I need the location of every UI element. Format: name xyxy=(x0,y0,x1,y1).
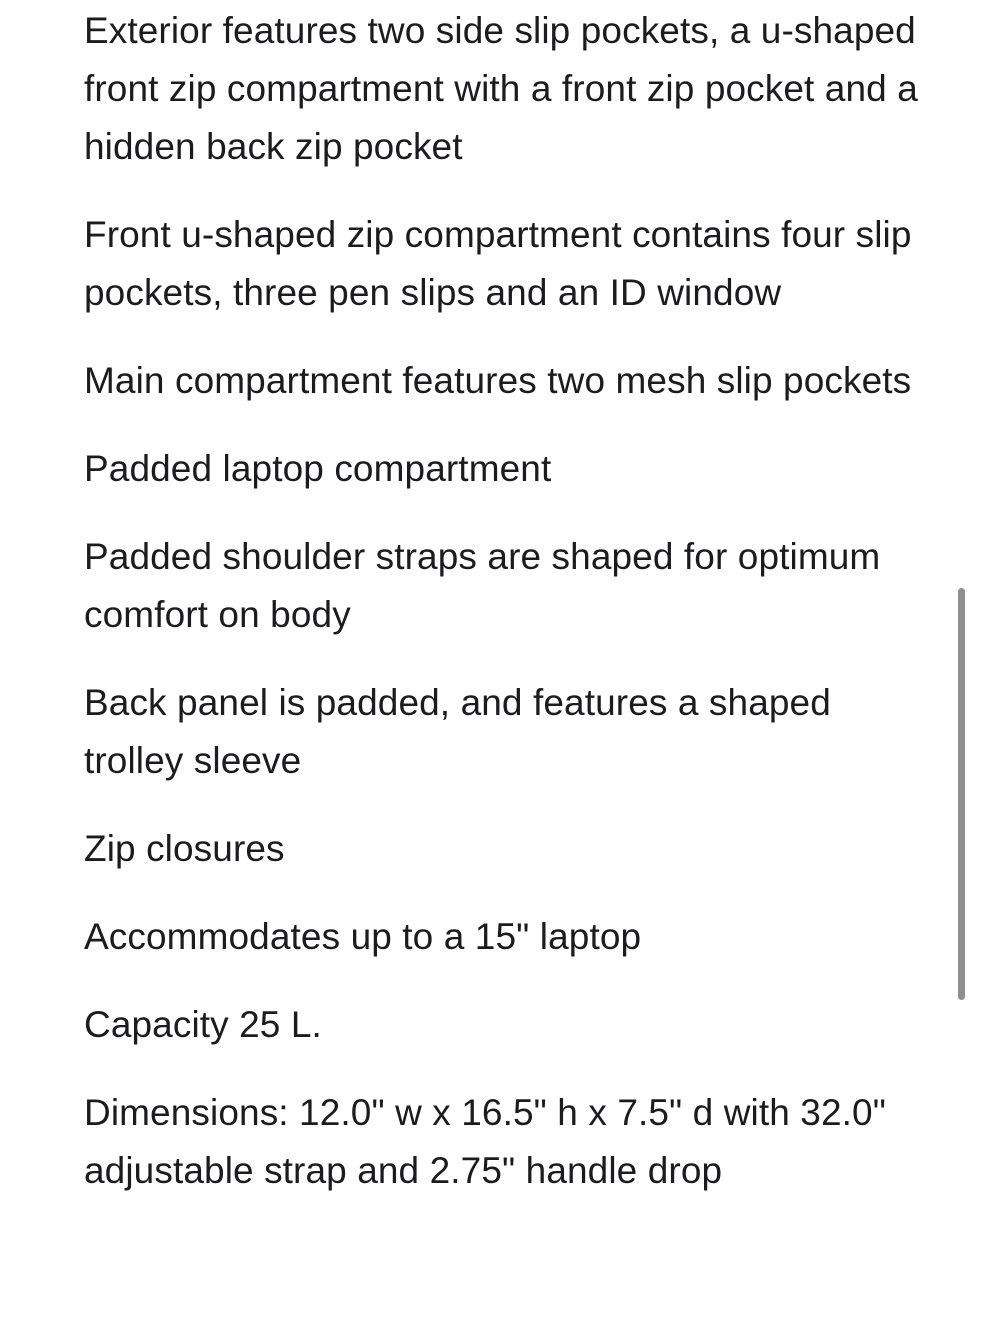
feature-zip-closures: Zip closures xyxy=(84,828,285,869)
product-features-list xyxy=(84,2,934,1230)
vertical-scrollbar[interactable] xyxy=(958,588,965,1000)
feature-main-compartment: Main compartment features two mesh slip pockets xyxy=(84,360,912,401)
feature-capacity: Capacity 25 L. xyxy=(84,1004,322,1045)
scrollbar-thumb[interactable] xyxy=(958,588,965,1000)
feature-laptop-size: Accommodates up to a 15" laptop xyxy=(84,916,642,957)
feature-shoulder-straps: Padded shoulder straps are shaped for optimum comfort on body xyxy=(84,536,881,635)
feature-dimensions: Dimensions: 12.0" w x 16.5" h x 7.5" d with 32.0" adjustable strap and 2.75" handle drop xyxy=(84,1092,886,1191)
feature-laptop-compartment: Padded laptop compartment xyxy=(84,448,552,489)
feature-exterior-pockets: Exterior features two side slip pockets, a u-shaped front zip compartment with a front zip pocket and a hidden back zip pocket xyxy=(84,10,918,167)
feature-back-panel: Back panel is padded, and features a shaped trolley sleeve xyxy=(84,682,831,781)
feature-front-compartment: Front u-shaped zip compartment contains four slip pockets, three pen slips and an ID window xyxy=(84,214,912,313)
